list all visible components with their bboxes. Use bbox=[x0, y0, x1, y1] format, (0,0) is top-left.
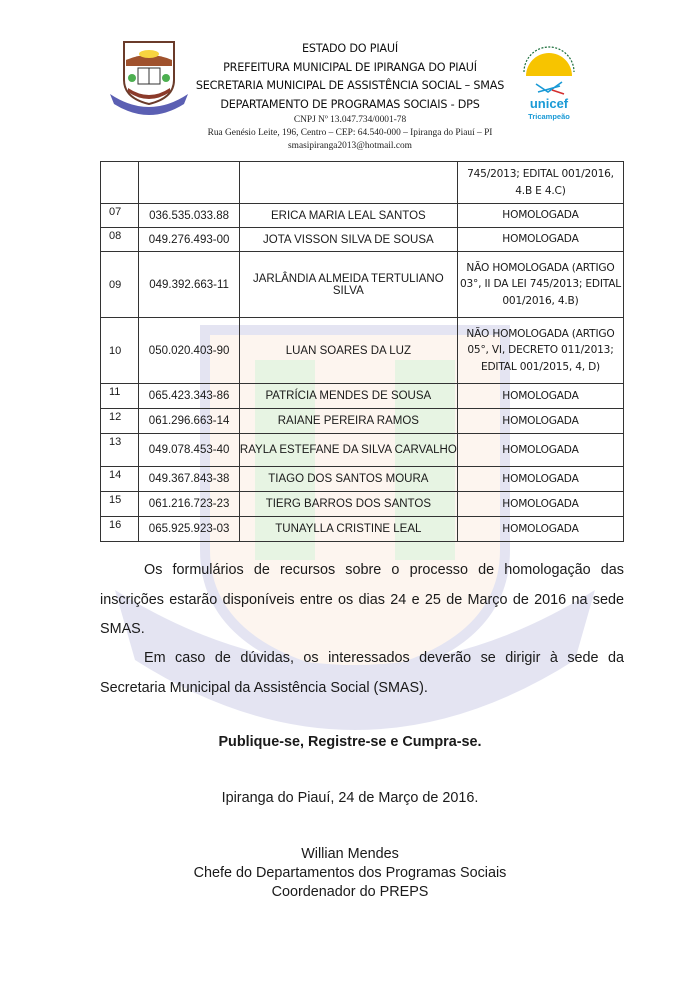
prefecture-name: PREFEITURA MUNICIPAL DE IPIRANGA DO PIAUÍ bbox=[223, 60, 477, 74]
table-row bbox=[101, 384, 624, 409]
row-status: HOMOLOGADA bbox=[457, 434, 623, 467]
row-name: RAYLA ESTEFANE DA SILVA CARVALHO bbox=[239, 434, 457, 467]
secretariat-name: SECRETARIA MUNICIPAL DE ASSISTÊNCIA SOCIAL – SMAS bbox=[195, 79, 505, 92]
table-row bbox=[101, 318, 624, 384]
row-cpf: 061.296.663-14 bbox=[139, 409, 239, 434]
table-row bbox=[101, 409, 624, 434]
email: smasipiranga2013@hotmail.com bbox=[288, 141, 412, 151]
row-status: NÃO HOMOLOGADA (ARTIGO 03°, II DA LEI 745/2013; EDITAL 001/2016, 4.B) bbox=[457, 252, 623, 318]
row-number: 09 bbox=[101, 252, 139, 318]
row-cpf: 049.367.843-38 bbox=[139, 467, 239, 492]
table-row bbox=[101, 252, 624, 318]
signatory-role: Coordenador do PREPS bbox=[271, 884, 429, 900]
table-row bbox=[101, 492, 624, 517]
letterhead-text bbox=[180, 40, 520, 153]
applicants-table bbox=[100, 161, 624, 542]
svg-text:Tricampeão: Tricampeão bbox=[528, 112, 570, 121]
row-name bbox=[239, 162, 457, 204]
row-number: 14 bbox=[101, 467, 139, 492]
row-cpf bbox=[139, 162, 239, 204]
state-name: ESTADO DO PIAUÍ bbox=[302, 42, 398, 55]
row-number: 15 bbox=[101, 492, 139, 517]
row-name: TIAGO DOS SANTOS MOURA bbox=[239, 467, 457, 492]
row-name: JARLÂNDIA ALMEIDA TERTULIANO SILVA bbox=[239, 252, 457, 318]
row-name: JOTA VISSON SILVA DE SOUSA bbox=[239, 228, 457, 252]
row-status: 745/2013; EDITAL 001/2016, 4.B E 4.C) bbox=[457, 162, 623, 204]
place-and-date: Ipiranga do Piauí, 24 de Março de 2016. bbox=[221, 790, 479, 806]
svg-text:unicef: unicef bbox=[529, 96, 569, 111]
row-cpf: 050.020.403-90 bbox=[139, 318, 239, 384]
row-number bbox=[101, 162, 139, 204]
row-number: 12 bbox=[101, 409, 139, 434]
address: Rua Genésio Leite, 196, Centro – CEP: 64.540-000 – Ipiranga do Piauí – PI bbox=[207, 128, 493, 138]
signatory-title: Chefe do Departamentos dos Programas Sociais bbox=[193, 865, 507, 881]
row-number: 13 bbox=[101, 434, 139, 467]
row-name: PATRÍCIA MENDES DE SOUSA bbox=[239, 384, 457, 409]
row-cpf: 049.276.493-00 bbox=[139, 228, 239, 252]
contact-paragraph: Em caso de dúvidas, os interessados deverão se dirigir à sede da Secretaria Municipal da Assistência Social (SMAS). bbox=[100, 650, 624, 696]
table-row bbox=[101, 162, 624, 204]
row-number: 11 bbox=[101, 384, 139, 409]
row-cpf: 065.423.343-86 bbox=[139, 384, 239, 409]
row-status: HOMOLOGADA bbox=[457, 517, 623, 542]
department-name: DEPARTAMENTO DE PROGRAMAS SOCIAIS - DPS bbox=[220, 97, 480, 111]
table-row bbox=[101, 517, 624, 542]
signatory-name: Willian Mendes bbox=[301, 846, 399, 862]
row-name: TIERG BARROS DOS SANTOS bbox=[239, 492, 457, 517]
row-status: HOMOLOGADA bbox=[457, 228, 623, 252]
cnpj: CNPJ Nº 13.047.734/0001-78 bbox=[293, 115, 407, 125]
row-cpf: 049.392.663-11 bbox=[139, 252, 239, 318]
table-row bbox=[101, 434, 624, 467]
row-number: 07 bbox=[101, 204, 139, 228]
row-name: LUAN SOARES DA LUZ bbox=[239, 318, 457, 384]
row-cpf: 036.535.033.88 bbox=[139, 204, 239, 228]
row-status: HOMOLOGADA bbox=[457, 467, 623, 492]
table-row bbox=[101, 467, 624, 492]
row-cpf: 049.078.453-40 bbox=[139, 434, 239, 467]
letterhead bbox=[0, 0, 700, 160]
municipal-coat-of-arms-icon bbox=[108, 38, 190, 116]
table-row bbox=[101, 228, 624, 252]
appeals-paragraph: Os formulários de recursos sobre o processo de homologação das inscrições estarão disponíveis entre os dias 24 e 25 de Março de 2016 na sede SMAS. bbox=[100, 562, 624, 637]
row-status: HOMOLOGADA bbox=[457, 384, 623, 409]
row-status: HOMOLOGADA bbox=[457, 409, 623, 434]
row-name: ERICA MARIA LEAL SANTOS bbox=[239, 204, 457, 228]
row-number: 10 bbox=[101, 318, 139, 384]
row-cpf: 065.925.923-03 bbox=[139, 517, 239, 542]
closing-formula: Publique-se, Registre-se e Cumpra-se. bbox=[218, 734, 482, 750]
row-number: 08 bbox=[101, 228, 139, 252]
row-status: NÃO HOMOLOGADA (ARTIGO 05°, VI, DECRETO 011/2013; EDITAL 001/2015, 4, D) bbox=[457, 318, 623, 384]
row-status: HOMOLOGADA bbox=[457, 492, 623, 517]
row-number: 16 bbox=[101, 517, 139, 542]
unicef-seal-icon bbox=[518, 46, 580, 126]
row-status: HOMOLOGADA bbox=[457, 204, 623, 228]
table-row bbox=[101, 204, 624, 228]
row-name: TUNAYLLA CRISTINE LEAL bbox=[239, 517, 457, 542]
row-cpf: 061.216.723-23 bbox=[139, 492, 239, 517]
row-name: RAIANE PEREIRA RAMOS bbox=[239, 409, 457, 434]
